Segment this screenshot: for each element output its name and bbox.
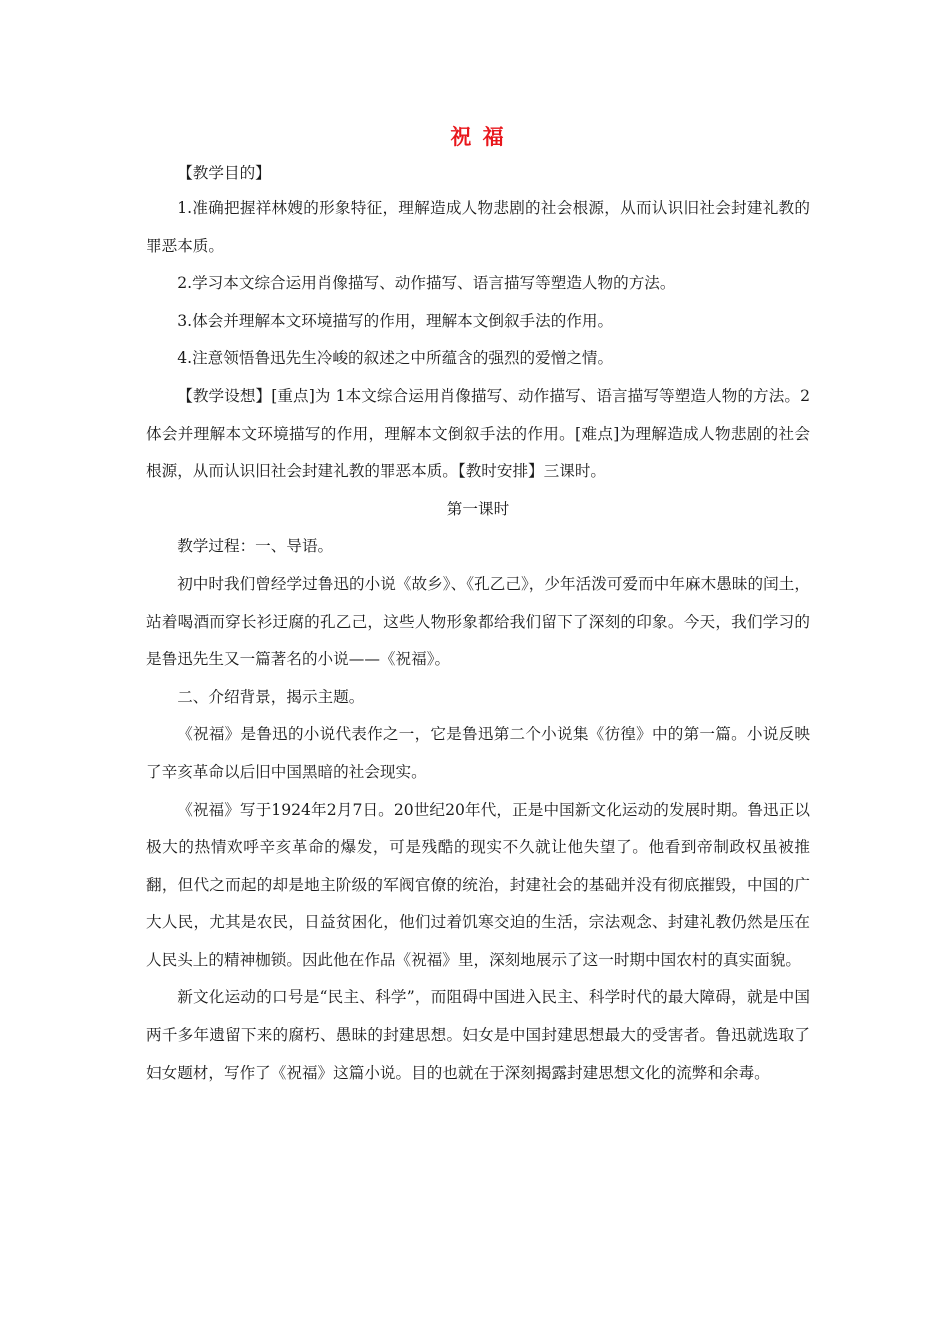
objective-3: 3.体会并理解本文环境描写的作用，理解本文倒叙手法的作用。 [177,311,614,330]
document-title: 祝 福 [450,125,506,149]
teaching-plan-paragraph: 【教学设想】[重点]为 1本文综合运用肖像描写、动作描写、语言描写等塑造人物的方法。2体会并理解本文环境描写的作用，理解本文倒叙手法的作用。[难点]为理解造成人物悲剧的社会根源，从而认识旧社会封建礼教的罪恶本质。【教时安排】三课时。 [146,386,810,481]
intro-paragraph: 初中时我们曾经学过鲁迅的小说《故乡》、《孔乙己》，少年活泼可爱而中年麻木愚昧的闰土，站着喝酒而穿长衫迂腐的孔乙己，这些人物形象都给我们留下了深刻的印象。今天，我们学习的是鲁迅先生又一篇著名的小说——《祝福》。 [146,574,810,669]
objective-2: 2.学习本文综合运用肖像描写、动作描写、语言描写等塑造人物的方法。 [177,274,676,293]
background-paragraph-3: 新文化运动的口号是“民主、科学”，而阻碍中国进入民主、科学时代的最大障碍，就是中国两千多年遗留下来的腐朽、愚昧的封建思想。妇女是中国封建思想最大的受害者。鲁迅就选取了妇女题材，写作了《祝福》这篇小说。目的也就在于深刻揭露封建思想文化的流弊和余毒。 [146,988,810,1082]
objective-4: 4.注意领悟鲁迅先生冷峻的叙述之中所蕴含的强烈的爱憎之情。 [177,349,614,368]
background-paragraph-1: 《祝福》是鲁迅的小说代表作之一，它是鲁迅第二个小说集《彷徨》中的第一篇。小说反映了辛亥革命以后旧中国黑暗的社会现实。 [146,725,810,781]
process-intro: 教学过程：一、导语。 [177,537,334,556]
document-body [146,122,810,1092]
section-heading-objectives: 【教学目的】 [177,164,271,182]
lesson-heading: 第一课时 [446,499,510,518]
background-heading: 二、介绍背景，揭示主题。 [177,687,365,706]
background-paragraph-2: 《祝福》写于1924年2月7日。20世纪20年代，正是中国新文化运动的发展时期。鲁迅正以极大的热情欢呼辛亥革命的爆发，可是残酷的现实不久就让他失望了。他看到帝制政权虽被推翻，但代之而起的却是地主阶级的军阀官僚的统治，封建社会的基础并没有彻底摧毁，中国的广大人民，尤其是农民，日益贫困化，他们过着饥寒交迫的生活，宗法观念、封建礼教仍然是压在人民头上的精神枷锁。因此他在作品《祝福》里，深刻地展示了这一时期中国农村的真实面貌。 [146,800,810,969]
objective-1: 1.准确把握祥林嫂的形象特征，理解造成人物悲剧的社会根源，从而认识旧社会封建礼教的罪恶本质。 [146,199,810,255]
